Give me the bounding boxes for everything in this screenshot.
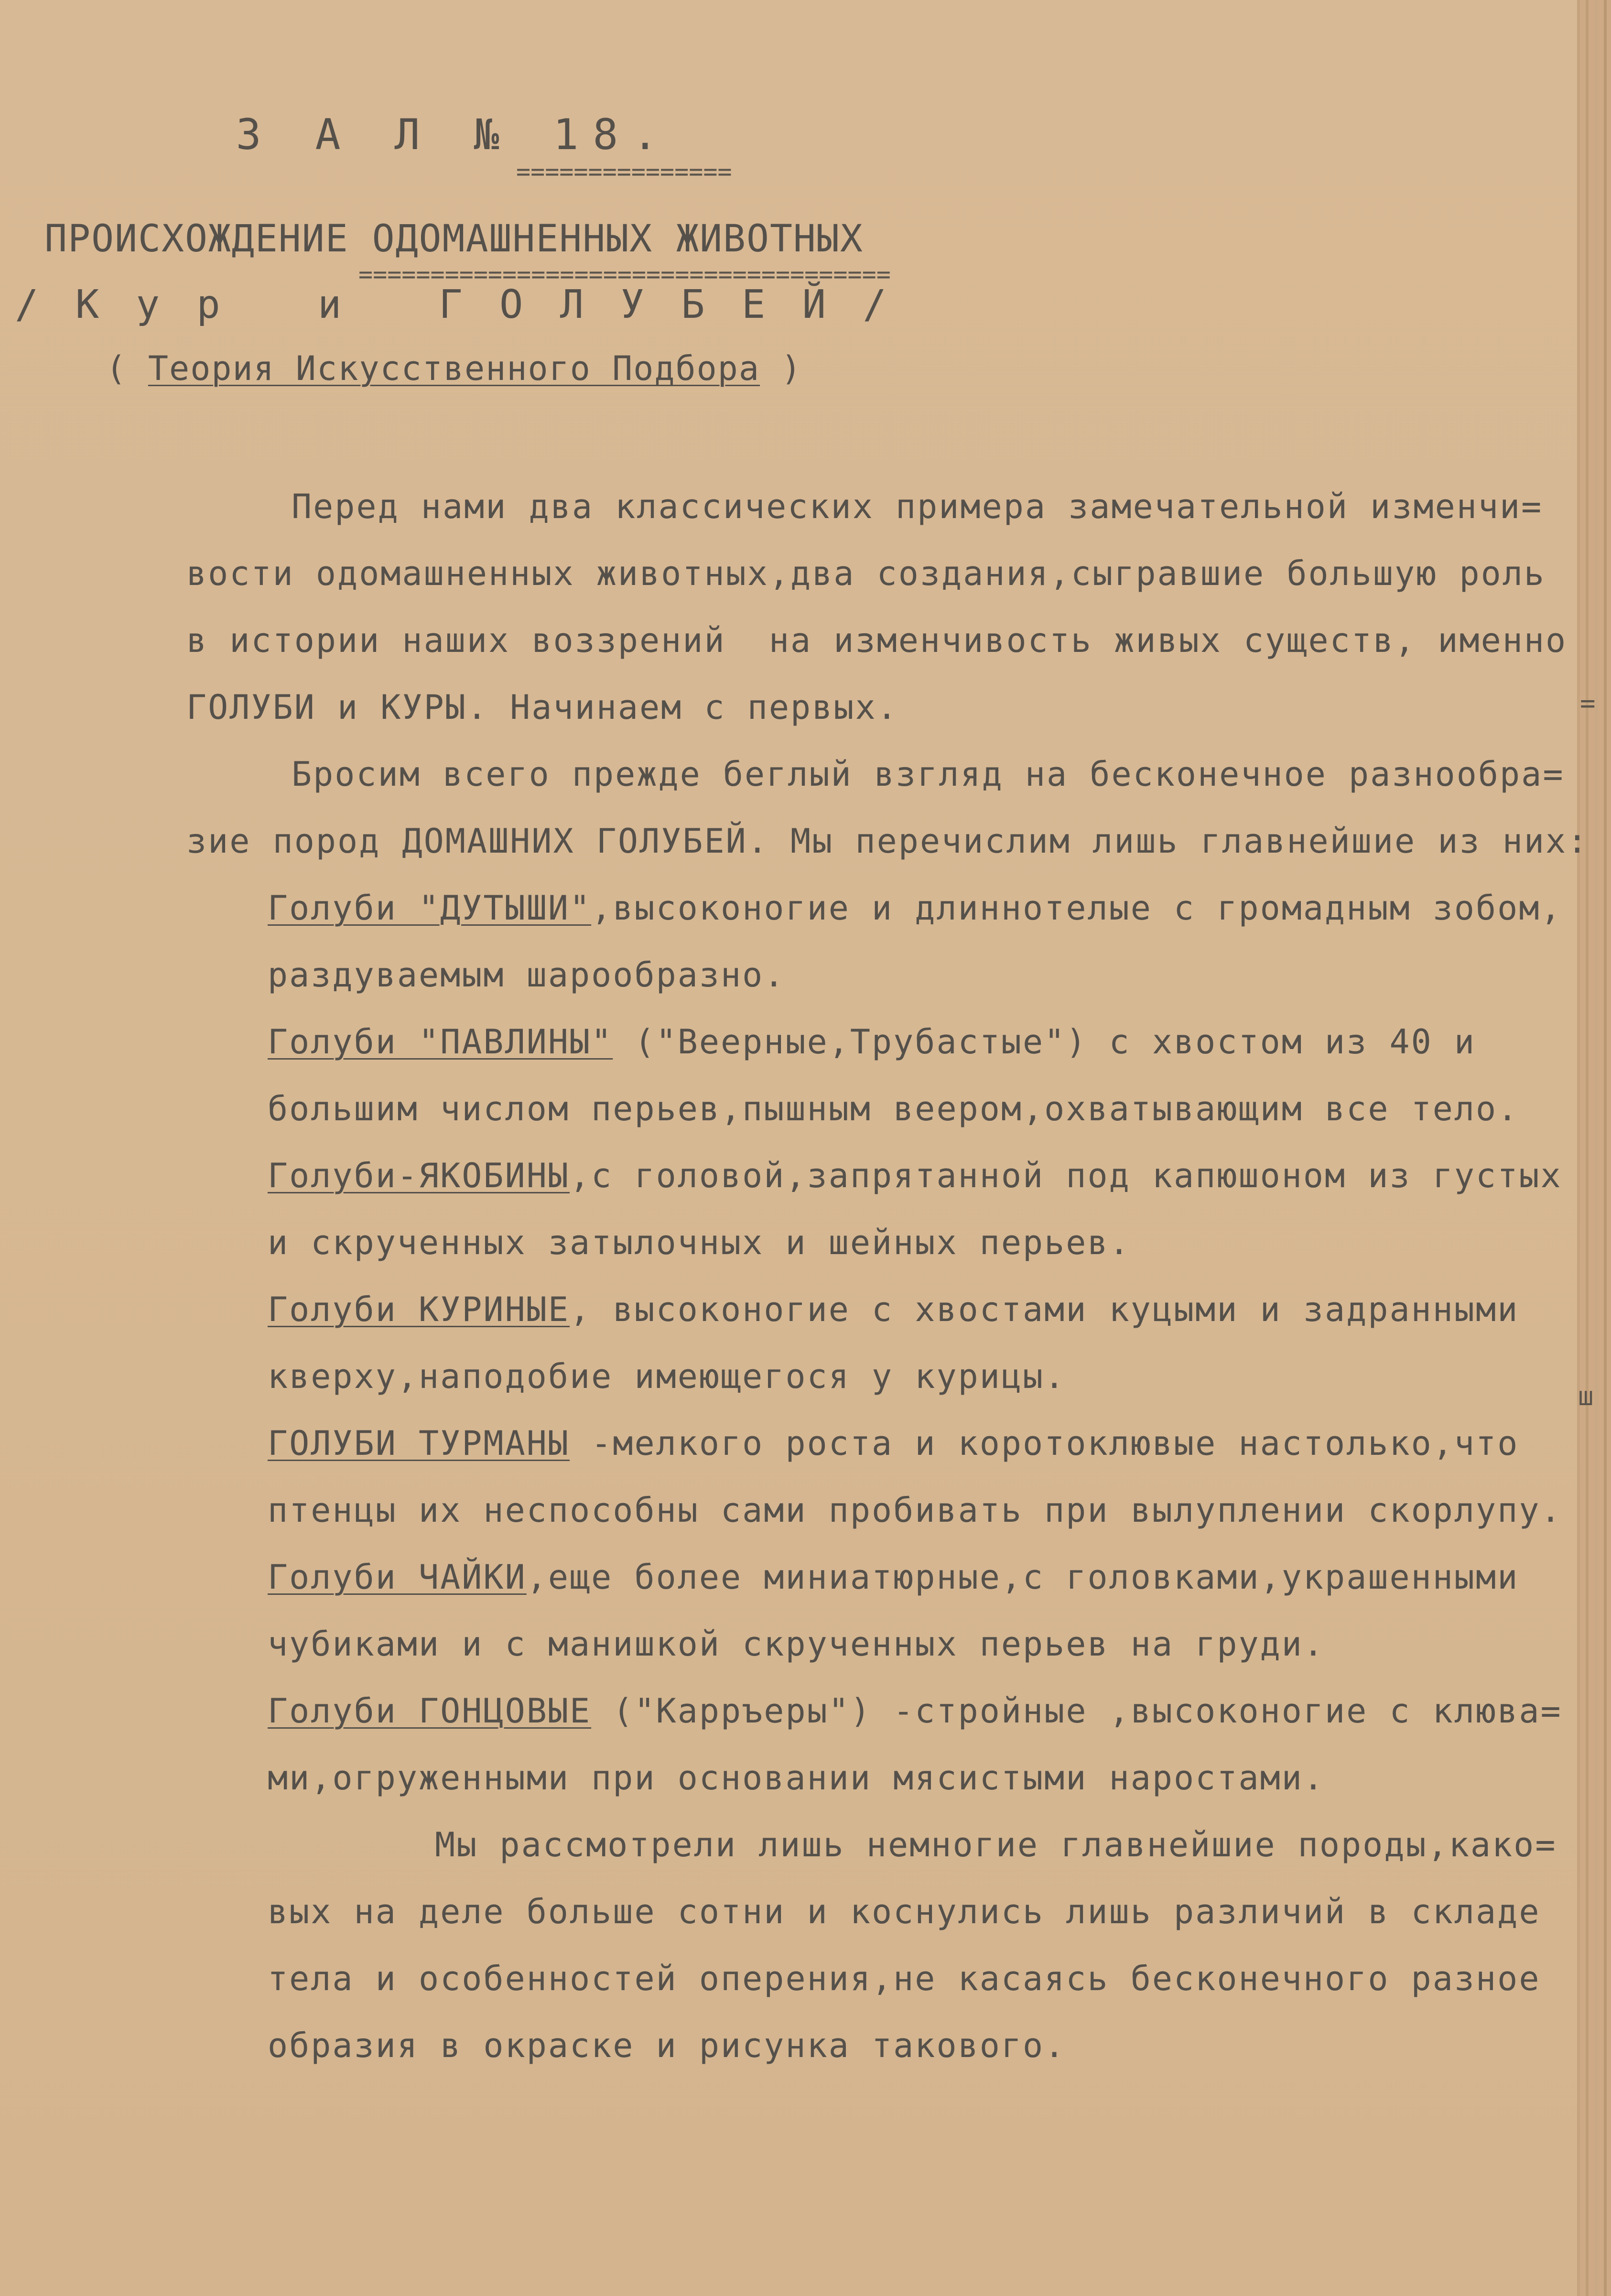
- breed-name: Голуби "ДУТЫШИ": [268, 888, 592, 928]
- margin-mark: =: [1580, 688, 1596, 718]
- breed-entry: [268, 888, 1562, 928]
- stacked-page-edge: [1586, 0, 1589, 2296]
- paragraph-3-line-3: тела и особенностей оперения,не касаясь бесконечного разное: [268, 1959, 1541, 1998]
- paragraph-3-line-2: вых на деле больше сотни и коснулись лишь различий в складе: [268, 1892, 1541, 1931]
- paragraph-1-line-4: ГОЛУБИ и КУРЫ. Начинаем с первых.: [186, 688, 898, 727]
- document-subtitle: / К у р и Г О Л У Б Е Й /: [15, 282, 893, 327]
- title-underline-rule: =====================================: [358, 260, 891, 288]
- paragraph-1-line-2: вости одомашненных животных,два создания,сыгравшие большую роль: [186, 554, 1546, 593]
- breed-continuation: чубиками и с манишкой скрученных перьев на груди.: [268, 1625, 1325, 1664]
- document-title: ПРОИСХОЖДЕНИЕ ОДОМАШНЕННЫХ ЖИВОТНЫХ: [44, 217, 864, 260]
- theory-open-paren: (: [106, 349, 148, 388]
- breed-entry: [268, 1022, 1476, 1061]
- hall-number: З А Л № 18.: [236, 110, 672, 159]
- breed-description: ("Карръеры") -стройные ,высоконогие с клюва=: [591, 1691, 1562, 1731]
- breed-continuation: раздуваемым шарообразно.: [268, 955, 786, 995]
- stacked-page-edge: [1595, 0, 1598, 2296]
- breed-continuation: и скрученных затылочных и шейных перьев.: [268, 1223, 1131, 1262]
- breed-continuation: кверху,наподобие имеющегося у курицы.: [268, 1357, 1066, 1396]
- breed-description: ,высоконогие и длиннотелые с громадным зобом,: [591, 888, 1562, 928]
- breed-description: ,еще более миниатюрные,с головками,украшенными: [526, 1558, 1519, 1597]
- breed-description: , высоконогие с хвостами куцыми и задранными: [570, 1290, 1519, 1329]
- theory-name: Теория Искусственного Подбора: [148, 349, 760, 388]
- hall-underline-rule: ===============: [516, 158, 732, 185]
- breed-name: Голуби ЧАЙКИ: [268, 1558, 527, 1597]
- breed-description: ,с головой,запрятанной под капюшоном из густых: [570, 1156, 1562, 1195]
- breed-name: ГОЛУБИ ТУРМАНЫ: [268, 1424, 570, 1463]
- margin-mark: ш: [1578, 1381, 1594, 1411]
- paragraph-2-line-2: зие пород ДОМАШНИХ ГОЛУБЕЙ. Мы перечислим лишь главнейшие из них:: [186, 822, 1589, 861]
- theory-close-paren: ): [760, 349, 802, 388]
- paragraph-3-line-1: Мы рассмотрели лишь немногие главнейшие породы,како=: [435, 1825, 1557, 1864]
- breed-name: Голуби КУРИНЫЕ: [268, 1290, 570, 1329]
- breed-entry: [268, 1156, 1562, 1195]
- theory-line: [0, 349, 1243, 388]
- breed-name: Голуби-ЯКОБИНЫ: [268, 1156, 570, 1195]
- paragraph-3-line-4: образия в окраске и рисунка такового.: [268, 2026, 1066, 2065]
- breed-entry: [268, 1558, 1519, 1597]
- breed-entry: [268, 1290, 1519, 1329]
- breed-name: Голуби ГОНЦОВЫЕ: [268, 1691, 592, 1731]
- paragraph-1-line-3: в истории наших воззрений на изменчивость живых существ, именно: [186, 621, 1568, 660]
- stacked-page-edge: [1577, 0, 1580, 2296]
- breed-description: -мелкого роста и коротоклювые настолько,что: [570, 1424, 1519, 1463]
- breed-entry: [268, 1424, 1519, 1463]
- breed-continuation: большим числом перьев,пышным веером,охватывающим все тело.: [268, 1089, 1519, 1128]
- paragraph-1-line-1: Перед нами два классических примера замечательной изменчи=: [292, 487, 1543, 526]
- breed-description: ("Веерные,Трубастые") с хвостом из 40 и: [613, 1022, 1476, 1061]
- breed-continuation: птенцы их неспособны сами пробивать при вылуплении скорлупу.: [268, 1491, 1562, 1530]
- breed-entry: [268, 1691, 1562, 1731]
- breed-name: Голуби "ПАВЛИНЫ": [268, 1022, 613, 1061]
- stacked-page-edge: [1604, 0, 1607, 2296]
- paragraph-2-line-1: Бросим всего прежде беглый взгляд на бесконечное разнообра=: [292, 755, 1565, 794]
- breed-continuation: ми,огруженными при основании мясистыми наростами.: [268, 1758, 1325, 1798]
